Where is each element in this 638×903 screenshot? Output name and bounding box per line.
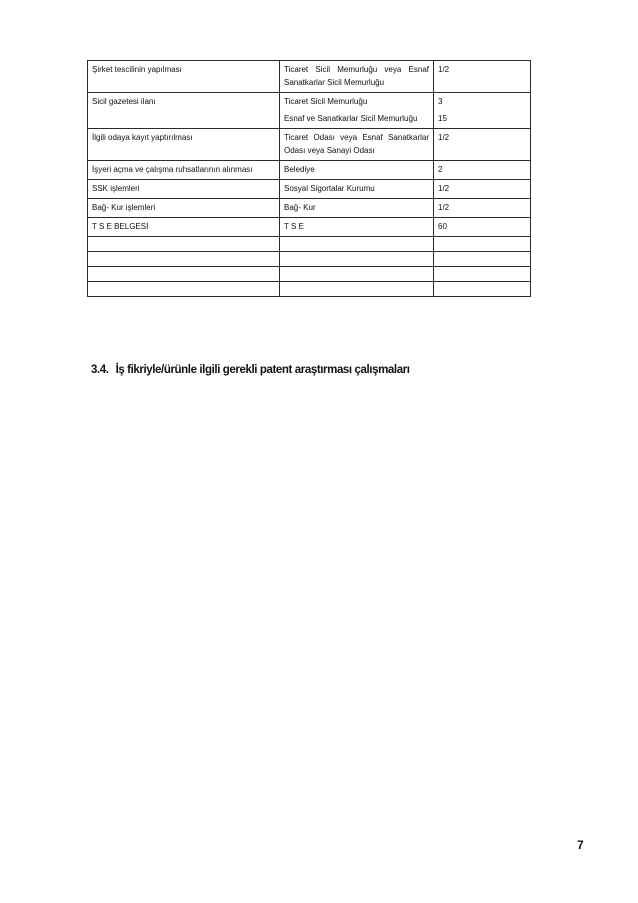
table-row <box>88 93 531 129</box>
process-cell: Şirket tescilinin yapılması <box>88 61 280 93</box>
institution-cell: Sosyal Sigortalar Kurumu <box>280 180 434 199</box>
duration-line: 3 <box>438 97 443 106</box>
institution-line: Ticaret Sicil Memurluğu <box>284 97 368 106</box>
institution-cell: Ticaret Odası veya Esnaf Sanatkarlar Odası veya Sanayi Odası <box>280 129 434 161</box>
duration-cell: 1/2 <box>434 180 531 199</box>
empty-cell <box>280 252 434 267</box>
duration-cell <box>434 93 531 129</box>
process-cell: Sicil gazetesi ilanı <box>88 93 280 129</box>
institution-cell <box>280 93 434 129</box>
institution-cell: Belediye <box>280 161 434 180</box>
procedures-table <box>87 60 531 297</box>
empty-cell <box>434 267 531 282</box>
empty-table-row <box>88 282 531 297</box>
empty-cell <box>88 252 280 267</box>
duration-cell: 2 <box>434 161 531 180</box>
table-row <box>88 161 531 180</box>
empty-cell <box>434 282 531 297</box>
duration-cell: 60 <box>434 218 531 237</box>
process-cell: Bağ- Kur işlemleri <box>88 199 280 218</box>
table-row <box>88 180 531 199</box>
process-cell: SSK işlemleri <box>88 180 280 199</box>
empty-cell <box>88 282 280 297</box>
section-heading <box>91 364 410 376</box>
process-cell: T S E BELGESİ <box>88 218 280 237</box>
process-cell: İşyeri açma ve çalışma ruhsatlarının alınması <box>88 161 280 180</box>
institution-cell: Bağ- Kur <box>280 199 434 218</box>
duration-cell: 1/2 <box>434 199 531 218</box>
empty-cell <box>280 267 434 282</box>
duration-line: 15 <box>438 114 447 123</box>
empty-table-row <box>88 267 531 282</box>
empty-cell <box>280 237 434 252</box>
institution-line: Esnaf ve Sanatkarlar Sicil Memurluğu <box>284 114 418 123</box>
empty-cell <box>88 267 280 282</box>
section-number: 3.4. <box>91 364 109 376</box>
table-row <box>88 61 531 93</box>
institution-cell: Ticaret Sicil Memurluğu veya Esnaf Sanatkarlar Sicil Memurluğu <box>280 61 434 93</box>
process-cell: İlgili odaya kayıt yaptırılması <box>88 129 280 161</box>
duration-cell: 1/2 <box>434 129 531 161</box>
table-row <box>88 199 531 218</box>
table-row <box>88 129 531 161</box>
empty-cell <box>88 237 280 252</box>
page-number: 7 <box>577 838 584 852</box>
empty-cell <box>280 282 434 297</box>
duration-cell: 1/2 <box>434 61 531 93</box>
empty-cell <box>434 237 531 252</box>
section-title: İş fikriyle/ürünle ilgili gerekli patent araştırması çalışmaları <box>115 364 410 376</box>
empty-table-row <box>88 252 531 267</box>
institution-cell: T S E <box>280 218 434 237</box>
empty-cell <box>434 252 531 267</box>
table-row <box>88 218 531 237</box>
empty-table-row <box>88 237 531 252</box>
